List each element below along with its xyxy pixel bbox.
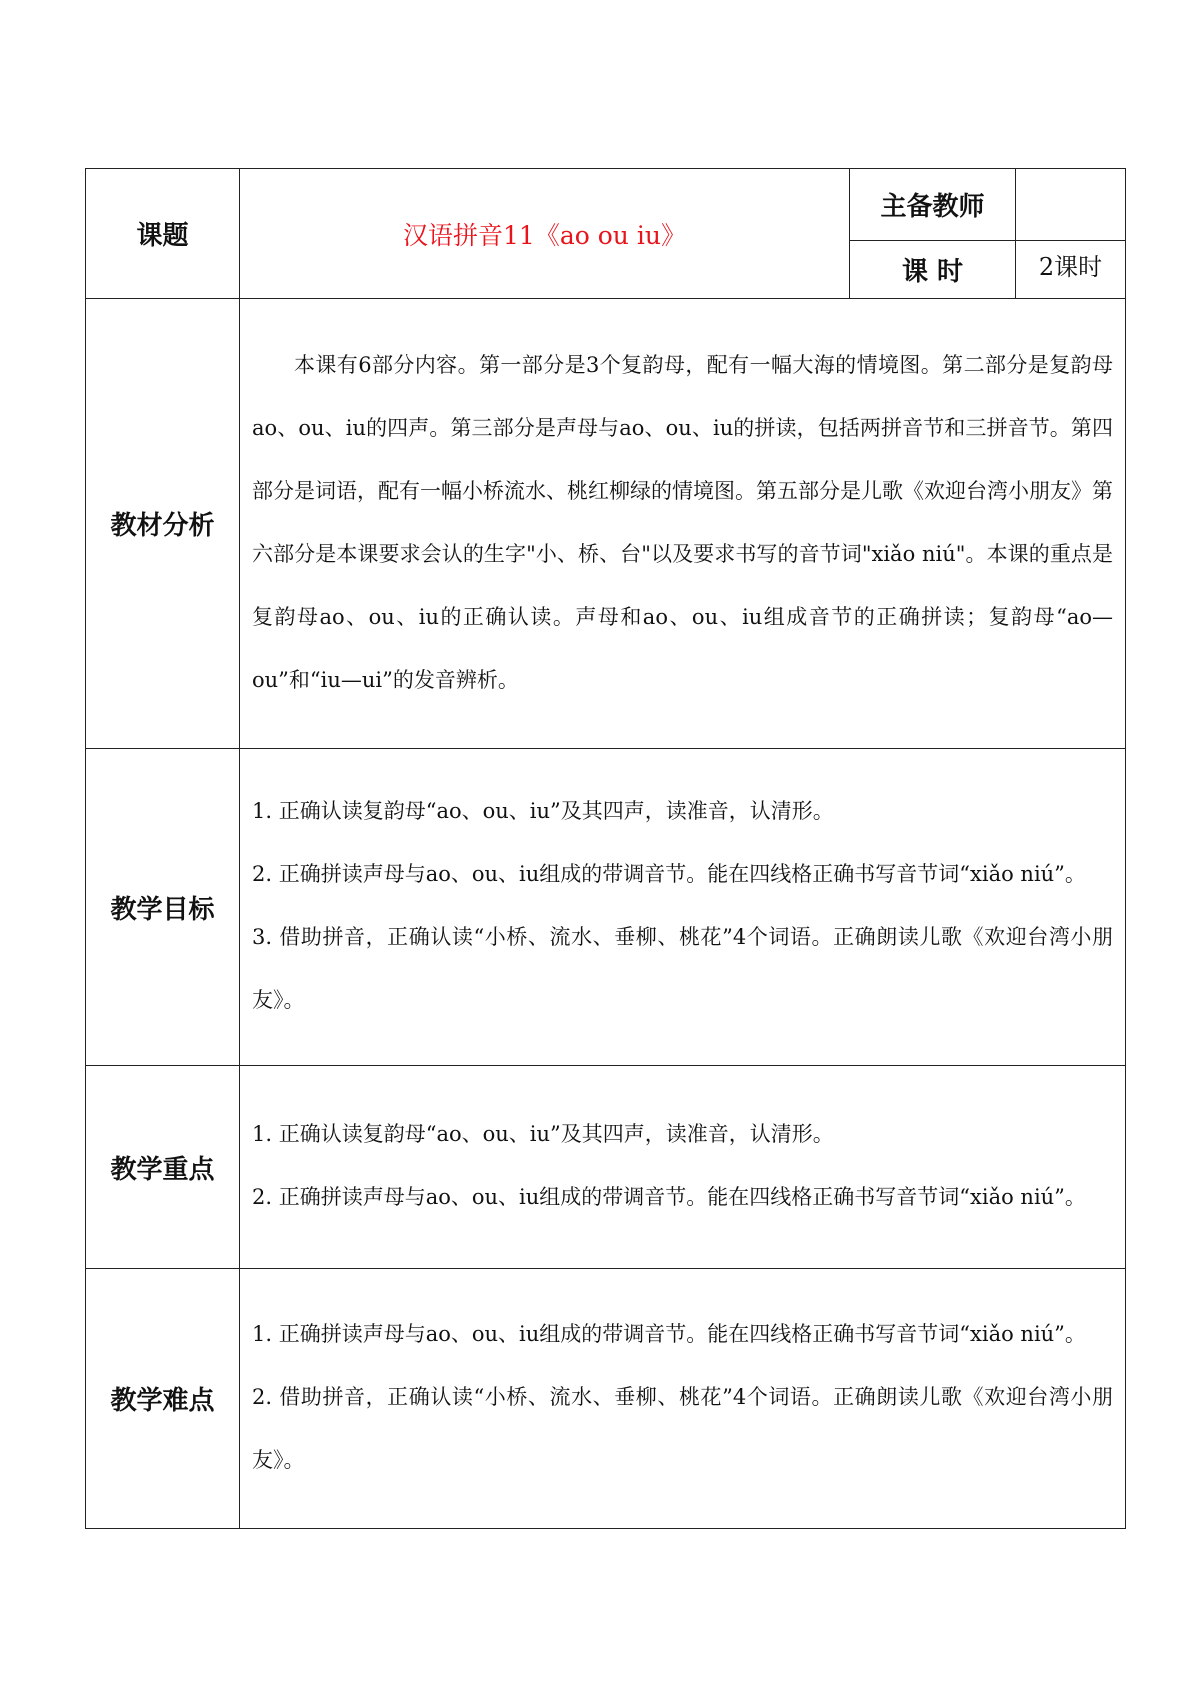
goals-item: 2. 正确拼读声母与ao、ou、iu组成的带调音节。能在四线格正确书写音节词“xiǎo niú”。	[252, 862, 1086, 886]
key-points-row	[86, 1066, 1126, 1269]
header-row-1	[86, 169, 1126, 241]
hours-value: 2课时	[1016, 241, 1126, 299]
difficulties-row	[86, 1269, 1126, 1529]
goals-item: 3. 借助拼音，正确认读“小桥、流水、垂柳、桃花”4个词语。正确朗读儿歌《欢迎台湾小朋友》。	[252, 925, 1113, 1012]
goals-label: 教学目标	[86, 749, 240, 1066]
key-points-label: 教学重点	[86, 1066, 240, 1269]
teacher-value	[1016, 169, 1126, 241]
lesson-plan-table	[85, 168, 1126, 1529]
analysis-text: 本课有6部分内容。第一部分是3个复韵母，配有一幅大海的情境图。第二部分是复韵母ao、ou、iu的四声。第三部分是声母与ao、ou、iu的拼读，包括两拼音节和三拼音节。第四部分是词语，配有一幅小桥流水、桃红柳绿的情境图。第五部分是儿歌《欢迎台湾小朋友》第六部分是本课要求会认的生字"小、桥、台"以及要求书写的音节词"xiǎo niú"。本课的重点是复韵母ao、ou、iu的正确认读。声母和ao、ou、iu组成音节的正确拼读；复韵母“ao—ou”和“iu—ui”的发音辨析。	[252, 352, 1113, 692]
difficulties-content	[240, 1269, 1126, 1529]
topic-title: 汉语拼音11《ao ou iu》	[240, 169, 850, 299]
goals-row	[86, 749, 1126, 1066]
topic-label: 课题	[86, 169, 240, 299]
difficulties-label: 教学难点	[86, 1269, 240, 1529]
goals-item: 1. 正确认读复韵母“ao、ou、iu”及其四声，读准音，认清形。	[252, 799, 834, 823]
key-points-item: 2. 正确拼读声母与ao、ou、iu组成的带调音节。能在四线格正确书写音节词“xiǎo niú”。	[252, 1185, 1086, 1209]
analysis-row	[86, 299, 1126, 749]
teacher-label: 主备教师	[850, 169, 1016, 241]
key-points-item: 1. 正确认读复韵母“ao、ou、iu”及其四声，读准音，认清形。	[252, 1122, 834, 1146]
difficulties-item: 2. 借助拼音，正确认读“小桥、流水、垂柳、桃花”4个词语。正确朗读儿歌《欢迎台湾小朋友》。	[252, 1385, 1113, 1472]
analysis-label: 教材分析	[86, 299, 240, 749]
hours-label: 课 时	[850, 241, 1016, 299]
key-points-content	[240, 1066, 1126, 1269]
analysis-content	[240, 299, 1126, 749]
goals-content	[240, 749, 1126, 1066]
difficulties-item: 1. 正确拼读声母与ao、ou、iu组成的带调音节。能在四线格正确书写音节词“xiǎo niú”。	[252, 1322, 1086, 1346]
